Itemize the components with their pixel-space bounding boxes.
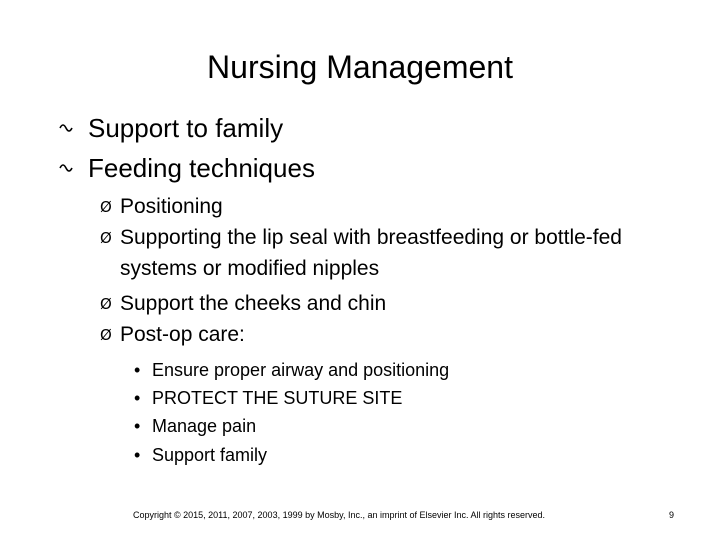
arrow-bullet-icon: Ø	[100, 198, 112, 216]
dot-bullet-icon: •	[134, 445, 141, 465]
arrow-bullet-icon: Ø	[100, 326, 112, 344]
dot-bullet-icon: •	[134, 416, 141, 436]
sub-bullet-post-op	[100, 319, 680, 350]
arrow-bullet-icon: Ø	[100, 229, 112, 247]
bullet-text: Feeding techniques	[88, 153, 315, 183]
sub-bullet-text: Positioning	[120, 195, 223, 218]
sub-bullet-text: Post-op care:	[120, 323, 245, 346]
sub-bullet-positioning	[100, 191, 680, 222]
sub-bullet-text: Support the cheeks and chin	[120, 292, 387, 315]
bullet-support-to-family	[88, 112, 283, 144]
sub-bullet-text: Supporting the lip seal with breastfeeding or bottle-fed systems or modified nipples	[120, 226, 622, 280]
postop-item-text: Ensure proper airway and positioning	[152, 360, 450, 380]
slide-title: Nursing Management	[207, 49, 513, 85]
postop-item	[134, 412, 257, 440]
wave-bullet-icon	[59, 118, 75, 138]
postop-item	[134, 356, 450, 384]
bullet-text: Support to family	[88, 113, 284, 143]
copyright-notice: Copyright © 2015, 2011, 2007, 2003, 1999 by Mosby, Inc., an imprint of Elsevier Inc. All rights reserved.	[133, 510, 546, 520]
page-number: 9	[669, 510, 675, 520]
sub-bullet-lip-seal	[100, 222, 680, 284]
postop-item	[134, 441, 268, 469]
bullet-feeding-techniques	[88, 152, 315, 184]
arrow-bullet-icon: Ø	[100, 295, 112, 313]
dot-bullet-icon: •	[134, 360, 141, 380]
sub-bullet-cheeks-chin	[100, 288, 680, 319]
postop-item	[134, 384, 403, 412]
dot-bullet-icon: •	[134, 388, 141, 408]
postop-item-text: PROTECT THE SUTURE SITE	[152, 388, 403, 408]
postop-item-text: Support family	[152, 445, 268, 465]
wave-bullet-icon	[59, 158, 75, 178]
postop-item-text: Manage pain	[152, 416, 257, 436]
